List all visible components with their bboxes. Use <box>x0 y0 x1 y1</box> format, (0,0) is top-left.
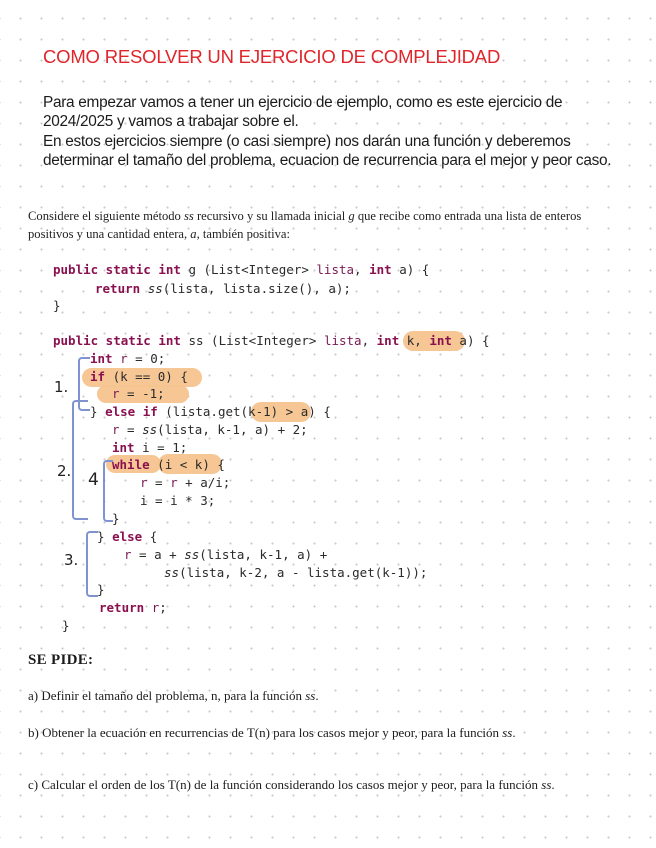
code-line-10: } <box>112 511 120 526</box>
code-line-6: int i = 1; <box>112 440 188 455</box>
request-a-text: a) Definir el tamaño del problema, n, para la función <box>28 688 306 703</box>
request-c-text: c) Calcular el orden de los T(n) de la función considerando los casos mejor y peor, para la función <box>28 777 542 792</box>
handwritten-label-1: 1. <box>54 378 69 396</box>
statement-part-3: que recibe como entrada una lista de enteros positivos y una cantidad entera, <box>28 209 582 241</box>
request-a-end: . <box>315 688 319 703</box>
statement-part-1: Considere el siguiente método <box>28 209 184 223</box>
code-line-4: } else if (lista.get(k-1) > a) { <box>90 404 331 419</box>
code-line-11: } else { <box>97 529 158 544</box>
code-ss-signature: public static int ss (List<Integer> lista, int k, int a) { <box>53 333 490 348</box>
code-line-2: if (k == 0) { <box>90 369 188 384</box>
code-line-12: r = a + ss(lista, k-1, a) + <box>124 547 328 562</box>
exercise-statement <box>28 208 608 243</box>
code-line-8: r = r + a/i; <box>140 475 231 490</box>
handwritten-label-2: 2. <box>57 462 72 480</box>
intro-text <box>43 93 623 171</box>
statement-part-2: recursivo y su llamada inicial <box>193 209 349 223</box>
requests-heading: SE PIDE: <box>28 652 94 668</box>
code-line-15: return r; <box>99 600 167 615</box>
code-line-5: r = ss(lista, k-1, a) + 2; <box>112 422 308 437</box>
handwritten-label-4: 4 <box>88 470 99 490</box>
code-g-signature: public static int g (List<Integer> lista, int a) { <box>53 262 430 277</box>
code-g-body: return ss(lista, lista.size(), a); <box>95 281 351 296</box>
code-line-7: while (i < k) { <box>112 457 225 472</box>
request-a <box>28 687 608 704</box>
statement-method-name: ss <box>184 209 194 223</box>
statement-part-4: , también positiva: <box>196 226 290 241</box>
request-b-text: b) Obtener la ecuación en recurrencias de T(n) para los casos mejor y peor, para la función <box>28 725 503 740</box>
statement-param: a <box>190 226 197 241</box>
intro-paragraph-2: En estos ejercicios siempre (o casi siempre) nos darán una función y deberemos determinar el tamaño del problema, ecuacion de recurrencia para el mejor y peor caso. <box>43 132 612 170</box>
code-ss-close: } <box>62 618 70 633</box>
bracket-3 <box>86 531 98 597</box>
intro-paragraph-1: Para empezar vamos a tener un ejercicio de ejemplo, como es este ejercicio de 2024/2025 y vamos a trabajar sobre el. <box>43 94 563 131</box>
request-b-func: ss <box>502 725 513 740</box>
request-b-end: . <box>512 725 516 740</box>
handwritten-label-3: 3. <box>64 551 79 569</box>
code-g-close: } <box>53 298 61 313</box>
request-b <box>28 724 608 741</box>
code-line-14: } <box>97 582 105 597</box>
request-c-end: . <box>551 777 555 792</box>
request-c-func: ss <box>541 777 552 792</box>
page-title: COMO RESOLVER UN EJERCICIO DE COMPLEJIDAD <box>43 46 501 67</box>
bracket-outer-2 <box>72 400 88 520</box>
code-line-3: r = -1; <box>112 386 165 401</box>
request-a-func: ss <box>305 688 316 703</box>
code-line-13: ss(lista, k-2, a - lista.get(k-1)); <box>164 565 428 580</box>
statement-initial-call: g <box>348 209 355 223</box>
bracket-inner-4 <box>103 460 113 522</box>
code-line-9: i = i * 3; <box>140 493 216 508</box>
code-line-1: int r = 0; <box>90 351 166 366</box>
request-c <box>28 776 608 793</box>
